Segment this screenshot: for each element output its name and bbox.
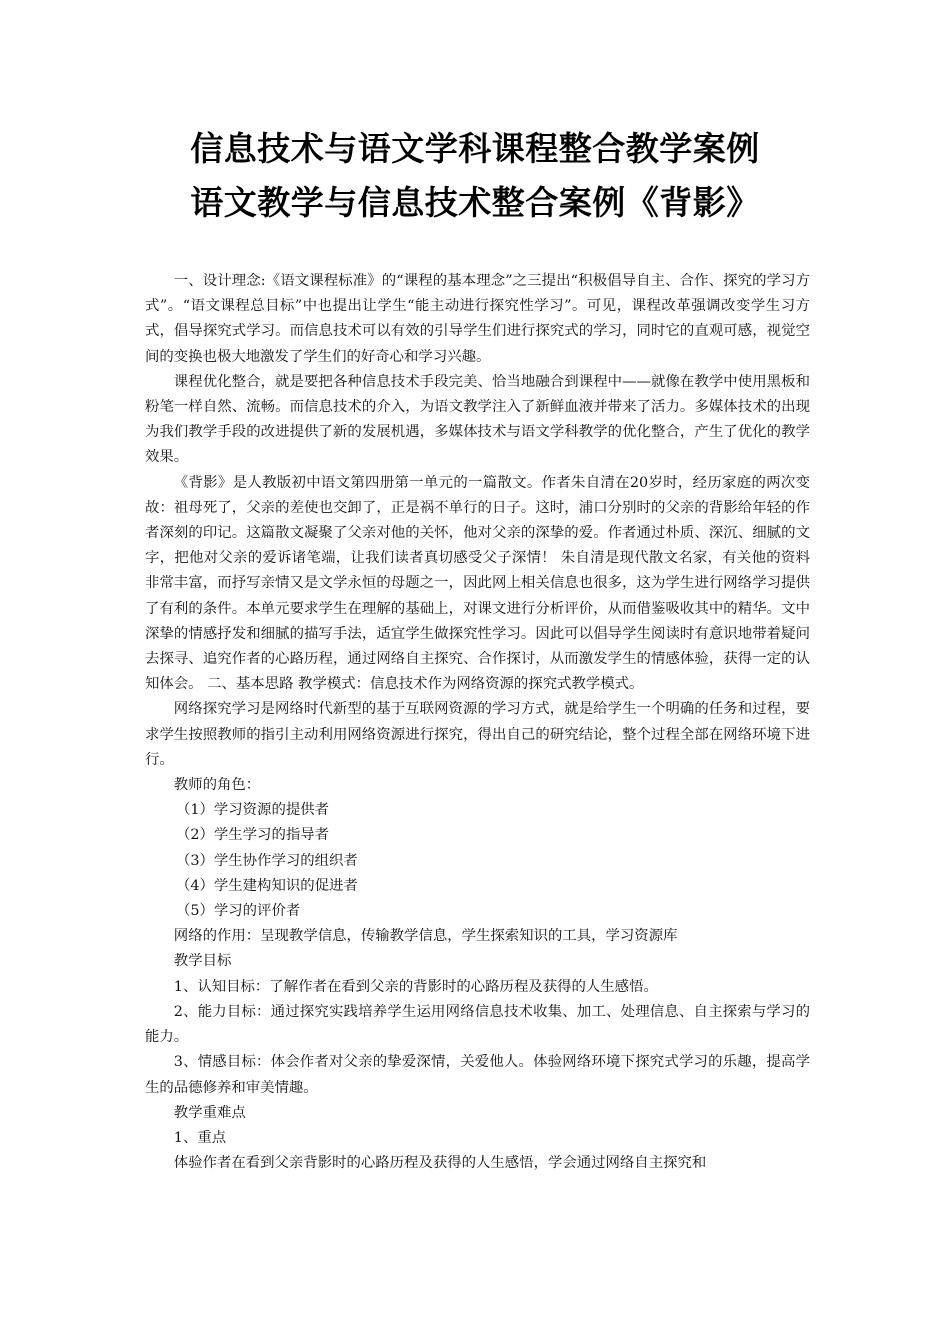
network-role: 网络的作用：呈现教学信息，传输教学信息，学生探索知识的工具，学习资源库	[173, 928, 678, 945]
title-line-2: 语文教学与信息技术整合案例《背影》	[190, 183, 760, 222]
document-body	[145, 269, 810, 1176]
teacher-role-item: （2）学生学习的指导者	[175, 827, 330, 844]
teacher-role-item: （5）学习的评价者	[175, 903, 301, 920]
teacher-role-item: （1）学习资源的提供者	[175, 802, 330, 819]
paragraph-design-concept: 一、设计理念:《语文课程标准》的“课程的基本理念”之三提出“积极倡导自主、合作、探究的学习方式”。“语文课程总目标”中也提出让学生“能主动进行探究性学习”。可见，课程改革强调改变学生习方式，倡导探究式学习。而信息技术可以有效的引导学生们进行探究式的学习，同时它的直观可感，视觉空间的变换也极大地激发了学生们的好奇心和学习兴趣。	[145, 273, 810, 365]
key-points-text: 体验作者在看到父亲背影时的心路历程及获得的人生感悟，学会通过网络自主探究和	[173, 1155, 707, 1172]
teacher-role-heading: 教师的角色：	[173, 777, 261, 794]
objective-item: 1、认知目标：了解作者在看到父亲的背影时的心路历程及获得的人生感悟。	[173, 978, 658, 995]
paragraph-network-inquiry: 网络探究学习是网络时代新型的基于互联网资源的学习方式，就是给学生一个明确的任务和过程，要求学生按照教师的指引主动利用网络资源进行探究，得出自己的研究结论，整个过程全部在网络环境下进行。	[145, 701, 810, 768]
objectives-heading: 教学目标	[173, 953, 232, 970]
objective-item: 2、能力目标：通过探究实践培养学生运用网络信息技术收集、加工、处理信息、自主探索与学习的能力。	[145, 1003, 810, 1046]
key-points-heading: 教学重难点	[173, 1104, 246, 1121]
teacher-role-item: （3）学生协作学习的组织者	[175, 852, 358, 869]
title-line-1: 信息技术与语文学科课程整合教学案例	[190, 129, 760, 168]
paragraph-beiying: 《背影》是人教版初中语文第四册第一单元的一篇散文。作者朱自清在20岁时，经历家庭的两次变故：祖母死了，父亲的差使也交卸了，正是祸不单行的日子。这时，浦口分别时的父亲的背影给年轻的作者深刻的印记。这篇散文凝聚了父亲对他的关怀，他对父亲的深挚的爱。作者通过朴质、深沉、细腻的文字，把他对父亲的爱诉诸笔端，让我们读者真切感受父子深情！ 朱自清是现代散文名家，有关他的资料非常丰富，而抒写亲情又是文学永恒的母题之一，因此网上相关信息也很多，这为学生进行网络学习提供了有利的条件。本单元要求学生在理解的基础上，对课文进行分析评价，从而借鉴吸收其中的精华。文中深挚的情感抒发和细腻的描写手法，适宜学生做探究性学习。因此可以倡导学生阅读时有意识地带着疑问去探寻、追究作者的心路历程，通过网络自主探究、合作探讨，从而激发学生的情感体验，获得一定的认知体会。 二、基本思路 教学模式：信息技术作为网络资源的探究式教学模式。	[145, 474, 810, 693]
document-title	[0, 122, 950, 230]
paragraph-integration: 课程优化整合，就是要把各种信息技术手段完美、恰当地融合到课程中——就像在教学中使用黑板和粉笔一样自然、流畅。而信息技术的介入，为语文教学注入了新鲜血液并带来了活力。多媒体技术的出现为我们教学手段的改进提供了新的发展机遇，多媒体技术与语文学科教学的优化整合，产生了优化的教学效果。	[145, 373, 810, 466]
teacher-role-item: （4）学生建构知识的促进者	[175, 877, 358, 894]
objective-item: 3、情感目标：体会作者对父亲的挚爱深情，关爱他人。体验网络环境下探究式学习的乐趣，提高学生的品德修养和审美情趣。	[145, 1054, 810, 1096]
key-points-subheading: 1、重点	[173, 1129, 227, 1146]
